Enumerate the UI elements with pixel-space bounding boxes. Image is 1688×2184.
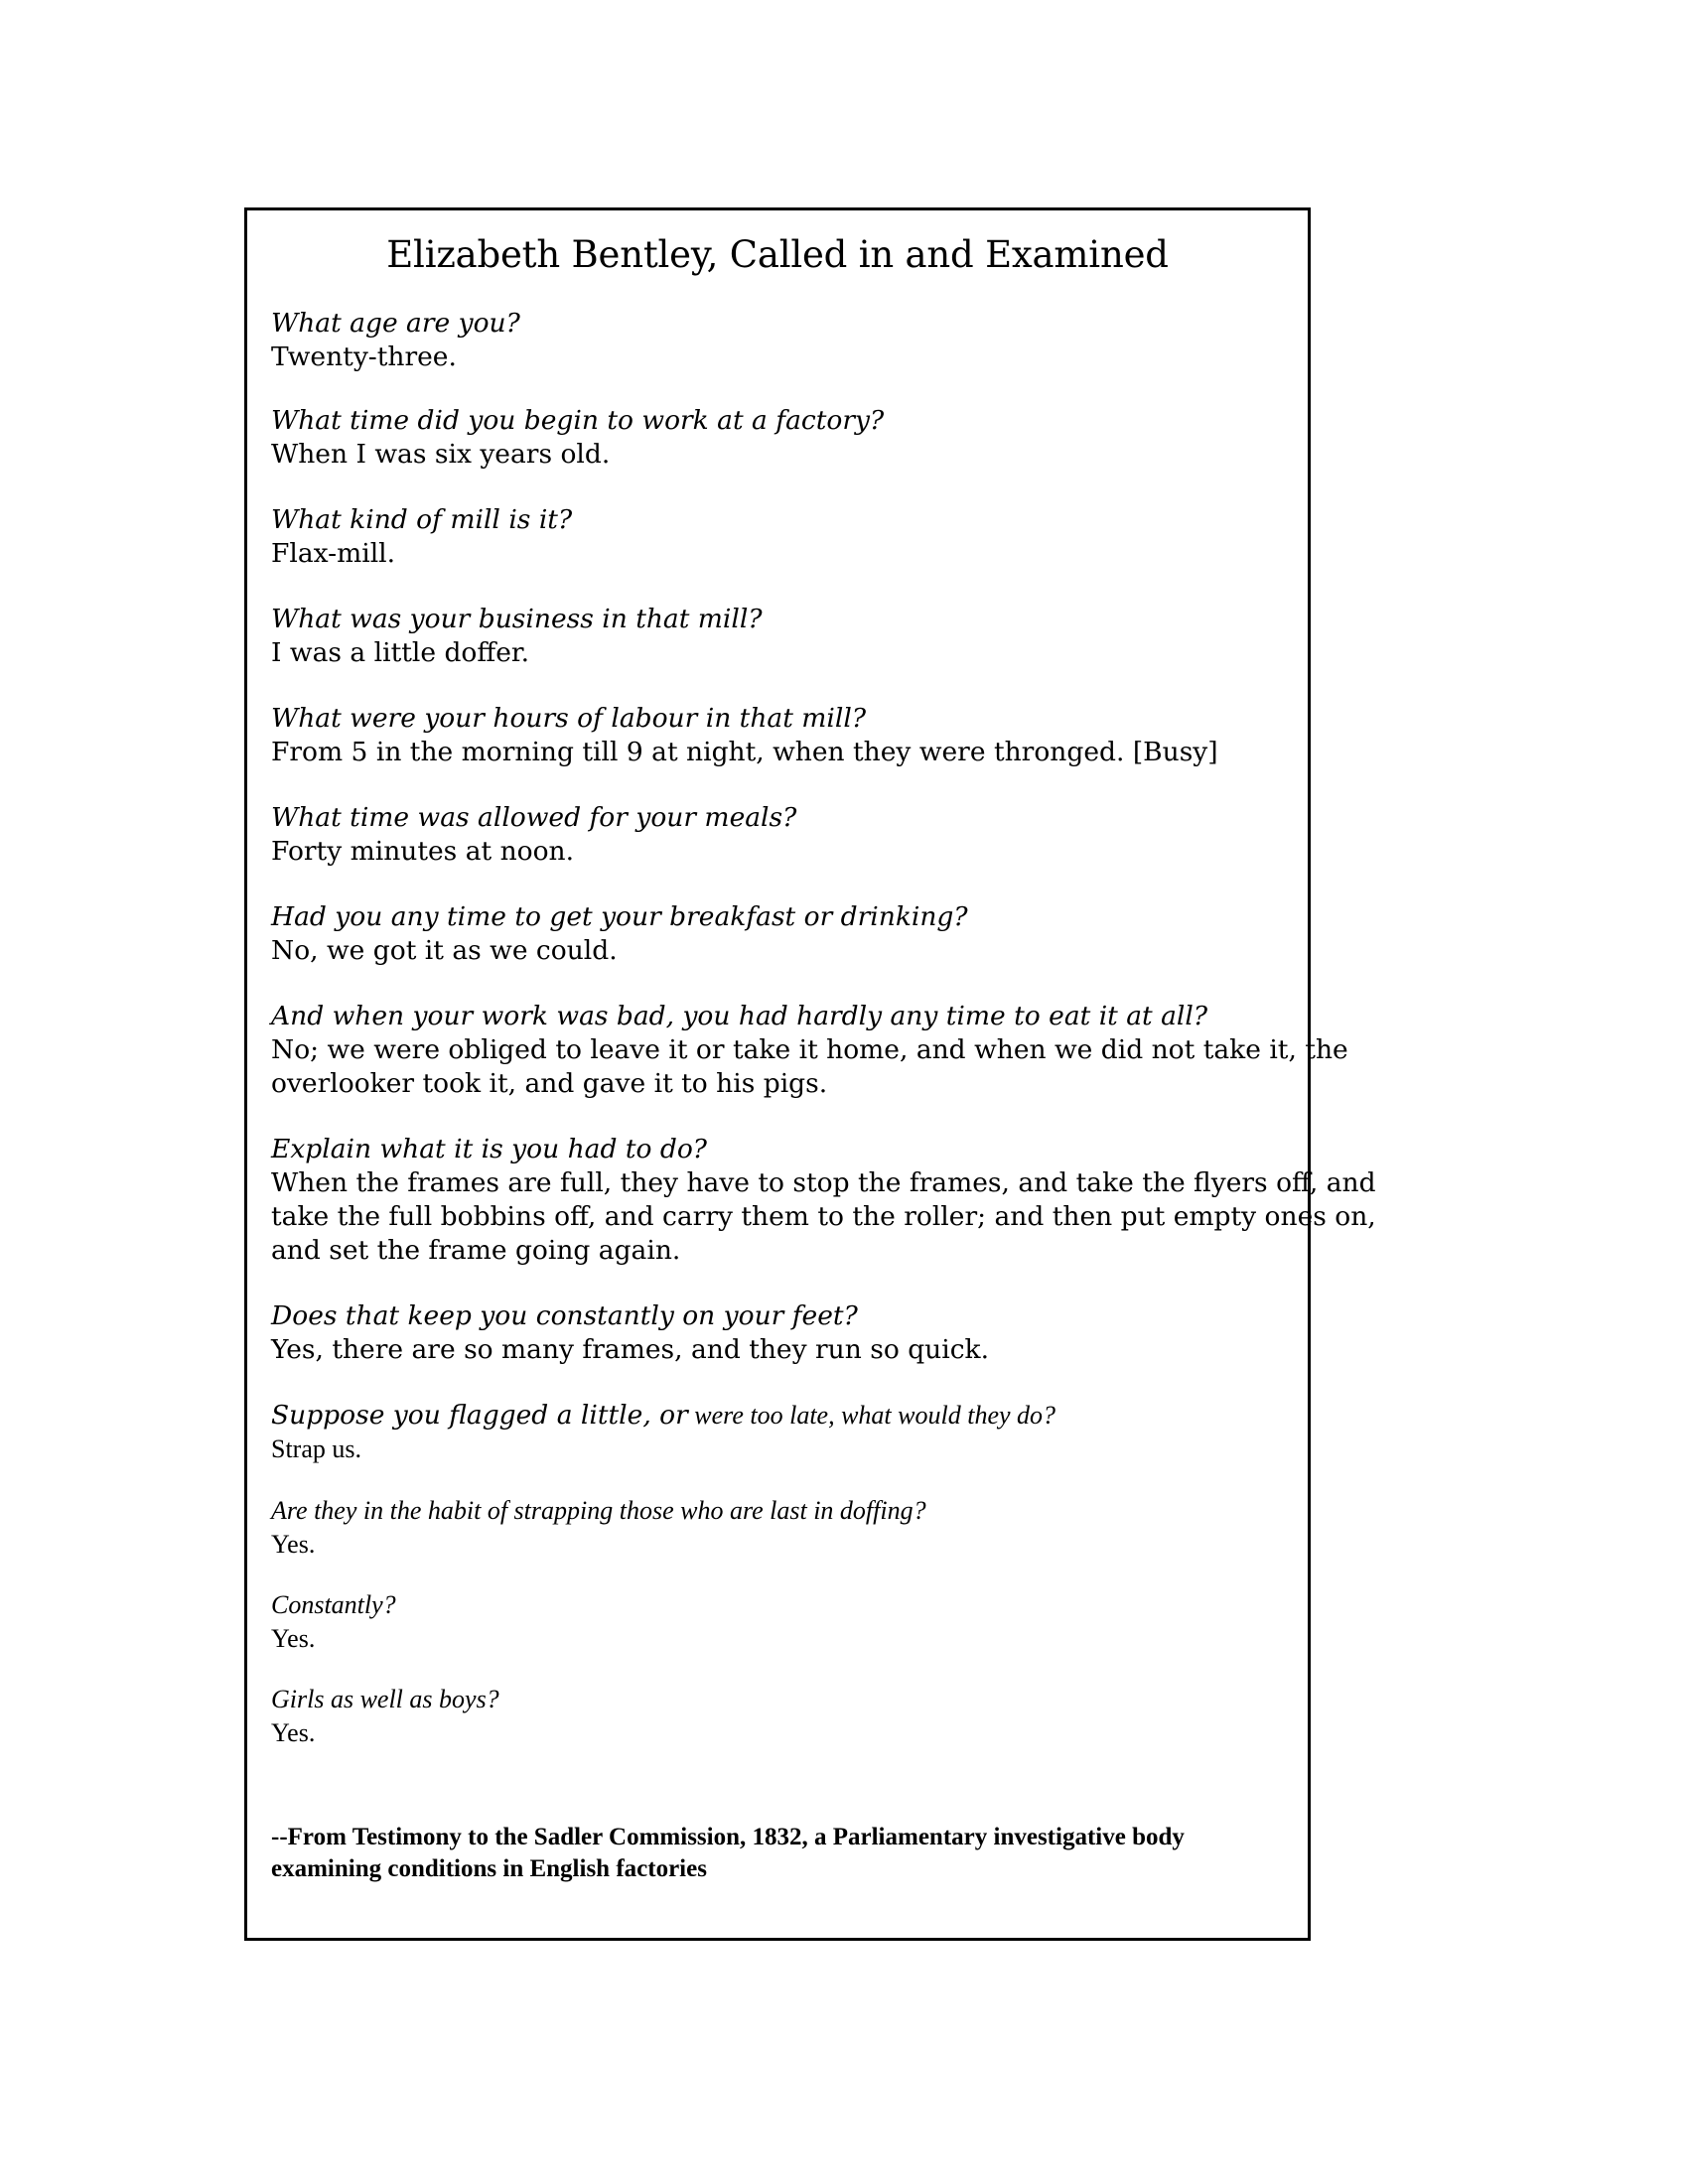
qa-block-business xyxy=(271,603,1284,670)
source-line: examining conditions in English factories xyxy=(271,1855,707,1882)
answer xyxy=(271,1166,1376,1268)
qa-block-start xyxy=(271,404,1284,472)
qa-block-meals xyxy=(271,801,1284,869)
qa-block-girls xyxy=(271,1683,1284,1750)
answer-line: No; we were obliged to leave it or take it home, and when we did not take it, the xyxy=(271,1034,1348,1065)
question: What kind of mill is it? xyxy=(271,504,573,535)
answer xyxy=(271,636,1284,670)
document-title: Elizabeth Bentley, Called in and Examined xyxy=(386,233,1169,276)
question: What age are you? xyxy=(271,308,520,339)
answer xyxy=(271,1622,1284,1656)
answer-line: Forty minutes at noon. xyxy=(271,836,575,867)
answer-line: From 5 in the morning till 9 at night, when they were thronged. [Busy] xyxy=(271,737,1218,767)
question: What was your business in that mill? xyxy=(271,604,763,634)
qa-block-feet xyxy=(271,1299,1284,1367)
question: And when your work was bad, you had hardly any time to eat it at all? xyxy=(271,1001,1208,1031)
document-frame xyxy=(244,207,1376,1941)
answer xyxy=(271,1333,1284,1367)
qa-block-mill-kind xyxy=(271,503,1284,571)
answer xyxy=(271,341,1284,374)
answer-line: No, we got it as we could. xyxy=(271,935,618,966)
answer-line: When I was six years old. xyxy=(271,439,611,470)
answer xyxy=(271,537,1284,571)
qa-block-flagged xyxy=(271,1399,1284,1466)
qa-block-age xyxy=(271,307,1284,374)
answer xyxy=(271,736,1284,769)
question: Does that keep you constantly on your feet? xyxy=(271,1300,858,1331)
answer xyxy=(271,835,1284,869)
source-citation xyxy=(271,1822,1294,1885)
qa-block-constantly xyxy=(271,1588,1284,1656)
answer-line: I was a little doffer. xyxy=(271,637,530,668)
source-line: --From Testimony to the Sadler Commission, 1832, a Parliamentary investigative body xyxy=(271,1824,1185,1850)
question: What time did you begin to work at a factory? xyxy=(271,405,885,436)
question: Had you any time to get your breakfast or drinking? xyxy=(271,901,968,932)
answer-line: Yes. xyxy=(271,1718,316,1747)
qa-block-hours xyxy=(271,702,1284,769)
question: Constantly? xyxy=(271,1590,396,1619)
answer xyxy=(271,1528,1284,1562)
answer-line: and set the frame going again. xyxy=(271,1235,681,1266)
answer-line: Yes. xyxy=(271,1624,316,1653)
answer xyxy=(271,934,1284,968)
answer-line: Strap us. xyxy=(271,1434,361,1463)
answer-line: Flax-mill. xyxy=(271,538,396,569)
question xyxy=(271,1399,1284,1433)
question: Are they in the habit of strapping those who are last in doffing? xyxy=(271,1496,926,1525)
qa-block-explain xyxy=(271,1133,1376,1268)
answer-line: overlooker took it, and gave it to his pigs. xyxy=(271,1068,828,1099)
qa-block-breakfast xyxy=(271,900,1284,968)
answer xyxy=(271,1433,1284,1466)
qa-block-strapping xyxy=(271,1494,1284,1562)
answer-line: Yes. xyxy=(271,1530,316,1559)
question-start: Suppose you flagged a little, or xyxy=(271,1400,688,1431)
answer xyxy=(271,438,1284,472)
question: Girls as well as boys? xyxy=(271,1685,499,1713)
question: What were your hours of labour in that mill? xyxy=(271,703,867,734)
question-end: were too late, what would they do? xyxy=(687,1401,1056,1430)
answer xyxy=(271,1033,1348,1101)
answer-line: Twenty-three. xyxy=(271,341,457,372)
answer-line: Yes, there are so many frames, and they run so quick. xyxy=(271,1334,990,1365)
qa-block-work-bad xyxy=(271,1000,1348,1101)
question: Explain what it is you had to do? xyxy=(271,1134,707,1164)
answer-line: take the full bobbins off, and carry them to the roller; and then put empty ones on, xyxy=(271,1201,1376,1232)
answer xyxy=(271,1716,1284,1750)
question: What time was allowed for your meals? xyxy=(271,802,797,833)
answer-line: When the frames are full, they have to stop the frames, and take the flyers off, and xyxy=(271,1167,1376,1198)
